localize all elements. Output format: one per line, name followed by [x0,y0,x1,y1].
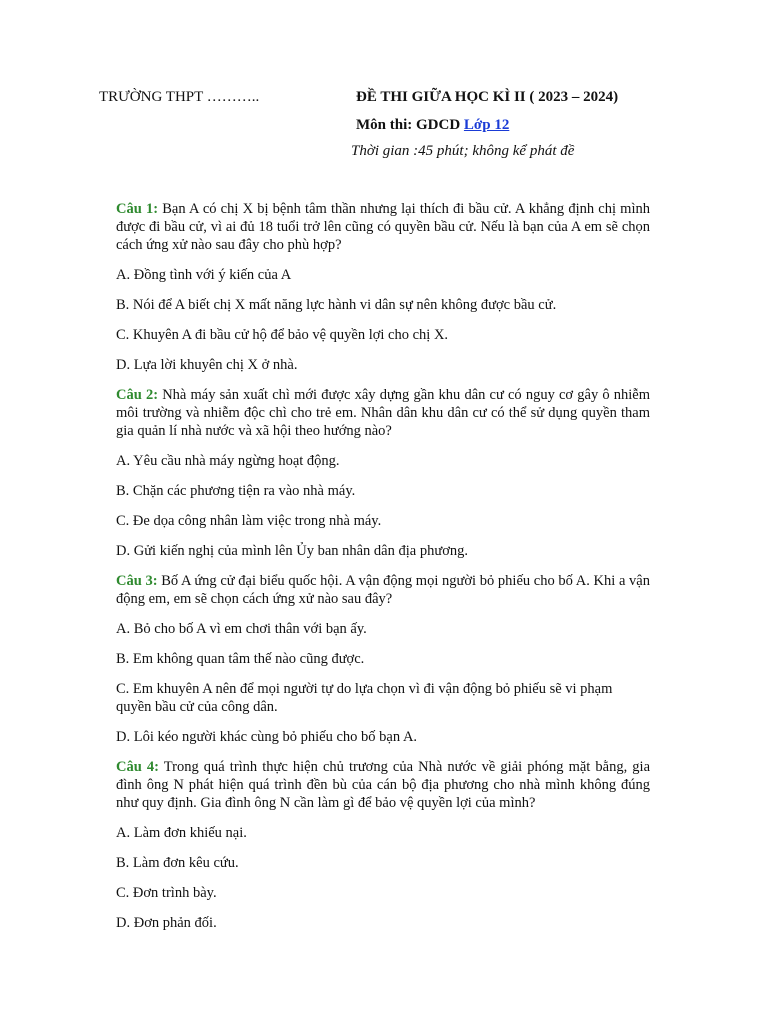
question-stem [116,758,650,812]
option-d: D. Đơn phản đối. [116,915,217,931]
question-text: Bố A ứng cử đại biểu quốc hội. A vận động mọi người bỏ phiếu cho bố A. Khi a vận động em, em sẽ chọn cách ứng xử nào sau đây? [116,573,650,607]
question-stem [116,200,650,254]
question-text: Trong quá trình thực hiện chủ trương của Nhà nước về giải phóng mặt bằng, gia đình ông N phát hiện quá trình đền bù của cán bộ địa phương cho nhà mình không đúng như quy định. Gia đình ông N cần làm gì để bảo vệ quyền lợi của mình? [116,759,650,811]
exam-time: Thời gian :45 phút; không kể phát đề [351,143,575,159]
question-text: Nhà máy sản xuất chì mới được xây dựng gần khu dân cư có nguy cơ gây ô nhiễm môi trường và nhiễm độc chì cho trẻ em. Nhân dân khu dân cư có thể sử dụng quyền tham gia quản lí nhà nước và xã hội theo hướng nào? [116,387,650,439]
subject-label: Môn thi: GDCD [356,117,464,133]
school-name: TRƯỜNG THPT ……….. [99,89,260,105]
question-3 [116,572,650,746]
question-number: Câu 3: [116,573,158,589]
option-a: A. Đồng tình với ý kiến của A [116,267,292,283]
question-list [116,200,650,944]
question-number: Câu 4: [116,759,159,775]
option-b: B. Làm đơn kêu cứu. [116,855,239,871]
exam-title: ĐỀ THI GIỮA HỌC KÌ II ( 2023 – 2024) [356,89,619,105]
option-d: D. Gửi kiến nghị của mình lên Ủy ban nhân dân địa phương. [116,543,468,559]
question-text: Bạn A có chị X bị bệnh tâm thần nhưng lại thích đi bầu cử. A khẳng định chị mình được đi bầu cử, vì ai đủ 18 tuổi trở lên cũng có quyền bầu cử. Nếu là bạn của A em sẽ chọn cách ứng xử nào sau đây cho phù hợp? [116,201,650,253]
option-b: B. Nói để A biết chị X mất năng lực hành vi dân sự nên không được bầu cử. [116,297,557,313]
question-number: Câu 2: [116,387,159,403]
question-number: Câu 1: [116,201,159,217]
question-4 [116,758,650,932]
option-b: B. Em không quan tâm thế nào cũng được. [116,651,365,667]
question-1 [116,200,650,374]
option-b: B. Chặn các phương tiện ra vào nhà máy. [116,483,356,499]
question-stem [116,386,650,440]
option-c: C. Đơn trình bày. [116,885,217,901]
option-c: C. Em khuyên A nên để mọi người tự do lựa chọn vì đi vận động bỏ phiếu sẽ vi phạm quyền bầu cử của công dân. [116,681,613,715]
option-d: D. Lôi kéo người khác cùng bỏ phiếu cho bố bạn A. [116,729,418,745]
option-a: A. Bỏ cho bố A vì em chơi thân với bạn ấy. [116,621,367,637]
option-c: C. Đe dọa công nhân làm việc trong nhà máy. [116,513,382,529]
question-2 [116,386,650,560]
option-a: A. Yêu cầu nhà máy ngừng hoạt động. [116,453,340,469]
option-c: C. Khuyên A đi bầu cử hộ để bảo vệ quyền lợi cho chị X. [116,327,449,343]
option-a: A. Làm đơn khiếu nại. [116,825,247,841]
grade-link[interactable]: Lớp 12 [463,117,510,133]
question-stem [116,572,650,608]
option-d: D. Lựa lời khuyên chị X ở nhà. [116,357,298,373]
exam-subject [356,116,509,134]
